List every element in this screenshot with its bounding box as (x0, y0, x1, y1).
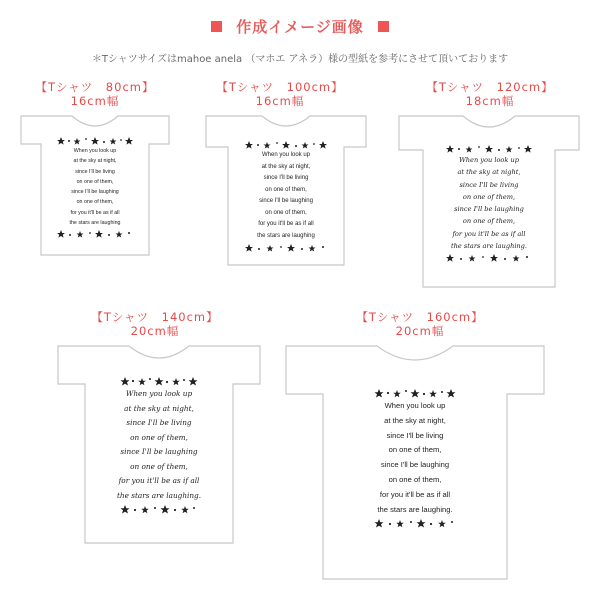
size-label: 【Tシャツ 140cm】 (91, 310, 219, 324)
size-note: ＊Tシャツサイズはmahoe anela （マホエ アネラ）様の型紙を参考にさせて頂いております (91, 54, 509, 65)
size-label: 【Tシャツ 120cm】 (426, 80, 554, 94)
stars-icon (444, 144, 534, 153)
poem-line: at the sky at night, (261, 163, 311, 170)
stars-icon (119, 376, 199, 386)
poem-text (205, 150, 367, 242)
poem-line: on one of them, (388, 445, 442, 455)
poem-line: since I'll be laughing (454, 205, 524, 214)
poem-line: since I'll be living (386, 430, 444, 440)
poem-line: on one of them, (130, 461, 188, 471)
red-square-icon (211, 21, 222, 32)
poem-line: the stars are laughing (69, 220, 121, 227)
stars-icon (119, 504, 199, 514)
width-label: 16cm幅 (70, 94, 120, 108)
stars-icon (243, 243, 329, 252)
width-label: 20cm幅 (130, 324, 180, 338)
size-label: 【Tシャツ 80cm】 (35, 80, 155, 94)
poem-line: When you look up (125, 389, 193, 398)
poem-text (398, 154, 580, 252)
tshirt-160 (285, 344, 545, 580)
stars-icon (373, 518, 457, 528)
poem-line: since I'll be laughing (120, 447, 198, 456)
poem-text (285, 399, 545, 517)
poem-line: at the sky at night, (124, 403, 194, 413)
stars-icon (55, 136, 135, 145)
page-heading (0, 16, 600, 37)
stars-icon (243, 140, 329, 149)
size-label: 【Tシャツ 100cm】 (216, 80, 344, 94)
poem-line: since I'll be laughing (380, 460, 450, 470)
poem-line: on one of them, (130, 432, 188, 442)
poem-line: since I'll be living (263, 175, 309, 181)
poem-line: since I'll be living (459, 180, 519, 189)
poem-line: the stars are laughing (257, 232, 315, 239)
width-label: 16cm幅 (255, 94, 305, 108)
poem-line: at the sky at night, (384, 415, 446, 425)
stars-icon (444, 253, 534, 262)
width-label: 18cm幅 (465, 94, 515, 108)
size-label: 【Tシャツ 160cm】 (356, 310, 484, 324)
tshirt-120 (398, 114, 580, 288)
stars-icon (55, 229, 135, 238)
poem-line: on one of them, (388, 474, 442, 484)
poem-line: for you it'll be as if all (452, 229, 526, 238)
red-square-icon (378, 21, 389, 32)
poem-line: the stars are laughing. (377, 504, 453, 514)
shirt-print (57, 376, 261, 514)
poem-line: since I'll be living (75, 168, 115, 175)
shirt-print (398, 144, 580, 262)
shirt-80-label (10, 80, 180, 108)
poem-line: since I'll be laughing (259, 198, 313, 204)
poem-line: at the sky at night, (73, 158, 117, 165)
poem-line: on one of them, (76, 199, 114, 206)
poem-line: for you it'll be as if all (379, 489, 451, 499)
poem-line: for you it'll be as if all (70, 209, 120, 216)
poem-line: the stars are laughing. (451, 242, 527, 251)
tshirt-80 (20, 114, 170, 256)
shirt-100-label (195, 80, 365, 108)
shirt-160-label (335, 310, 505, 338)
poem-line: since I'll be living (126, 418, 192, 427)
poem-line: on one of them, (265, 209, 307, 216)
width-label: 20cm幅 (395, 324, 445, 338)
poem-line: at the sky at night, (457, 168, 521, 177)
poem-line: When you look up (459, 156, 519, 164)
poem-text (57, 387, 261, 503)
poem-line: When you look up (73, 148, 117, 154)
poem-line: on one of them, (462, 217, 516, 226)
poem-line: for you it'll be as if all (258, 221, 314, 227)
poem-line: on one of them, (265, 186, 307, 193)
shirt-120-label (405, 80, 575, 108)
shirt-print (20, 136, 170, 238)
poem-line: on one of them, (462, 192, 516, 201)
tshirt-100 (205, 114, 367, 266)
poem-line: for you it'll be as if all (118, 476, 200, 485)
poem-line: When you look up (261, 152, 311, 158)
tshirt-140 (57, 344, 261, 544)
shirt-print (285, 388, 545, 528)
poem-line: When you look up (384, 401, 446, 410)
shirt-140-label (60, 310, 250, 338)
poem-line: the stars are laughing. (116, 490, 202, 500)
heading-title: 作成イメージ画像 (236, 18, 364, 36)
poem-line: since I'll be laughing (71, 189, 119, 196)
shirt-print (205, 140, 367, 252)
poem-line: on one of them, (76, 178, 114, 185)
poem-text (20, 146, 170, 228)
stars-icon (373, 388, 457, 398)
